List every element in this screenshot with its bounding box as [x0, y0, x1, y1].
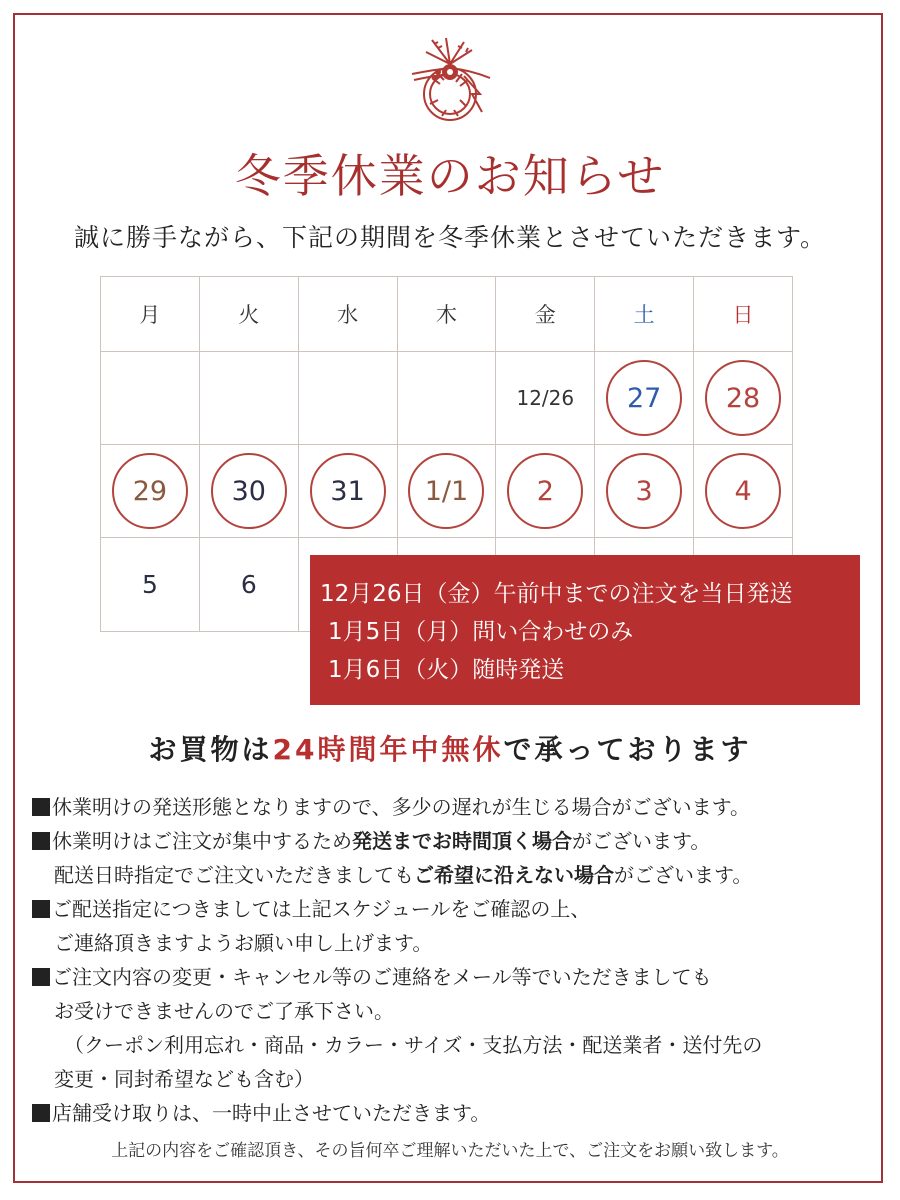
holiday-date-circle: 1/1 [408, 453, 484, 529]
headline-pre: お買物は [148, 733, 273, 766]
calendar-cell [397, 445, 496, 538]
date-6: 6 [240, 570, 257, 599]
calendar-cell [595, 352, 694, 445]
page-subtitle: 誠に勝手ながら、下記の期間を冬季休業とさせていただきます。 [73, 223, 826, 252]
holiday-date-circle: 28 [705, 360, 781, 436]
shipping-notice-box [310, 555, 860, 705]
weekday-header-row [101, 277, 793, 352]
list-item-continued: 変更・同封希望なども含む） [54, 1067, 314, 1091]
holiday-date-circle: 29 [112, 453, 188, 529]
holiday-date-circle: 27 [606, 360, 682, 436]
calendar-cell [496, 352, 595, 445]
calendar-cell [496, 445, 595, 538]
weekday-fri: 金 [496, 277, 595, 352]
square-bullet-icon [32, 900, 50, 918]
weekday-thu: 木 [397, 277, 496, 352]
weekday-tue: 火 [199, 277, 298, 352]
holiday-date-circle: 30 [211, 453, 287, 529]
calendar-cell [101, 538, 200, 632]
list-item: ご配送指定につきましては上記スケジュールをご確認の上、 [32, 892, 877, 926]
date-5: 5 [141, 570, 158, 599]
calendar-cell [101, 352, 200, 445]
list-item-continued: ご連絡頂きますようお願い申し上げます。 [54, 931, 433, 955]
calendar-week-row [101, 352, 793, 445]
notes-list [32, 790, 877, 1130]
notice-line: 1月6日（火）随時発送 [328, 657, 565, 683]
square-bullet-icon [32, 798, 50, 816]
page-title: 冬季休業のお知らせ [234, 149, 666, 203]
list-item-continued: （クーポン利用忘れ・商品・カラー・サイズ・支払方法・配送業者・送付先の [64, 1033, 763, 1057]
calendar-cell [199, 445, 298, 538]
list-item: 休業明けの発送形態となりますので、多少の遅れが生じる場合がございます。 [32, 790, 877, 824]
list-item-continued: お受けできませんのでご了承下さい。 [54, 999, 394, 1023]
holiday-date-circle: 31 [310, 453, 386, 529]
square-bullet-icon [32, 1104, 50, 1122]
weekday-mon: 月 [101, 277, 200, 352]
notice-line: 12月26日（金）午前中までの注文を当日発送 [320, 581, 793, 607]
list-item-continued: 配送日時指定でご注文いただきましてもご希望に沿えない場合がございます。 [54, 863, 753, 887]
calendar-cell [694, 352, 793, 445]
list-item: ご注文内容の変更・キャンセル等のご連絡をメール等でいただきましても [32, 960, 877, 994]
footer-note: 上記の内容をご確認頂き、その旨何卒ご理解いただいた上で、ご注文をお願い致します。 [111, 1141, 789, 1161]
headline-highlight: 24時間年中無休 [272, 733, 504, 766]
calendar-cell [595, 445, 694, 538]
calendar-week-row [101, 445, 793, 538]
open-24h-headline [0, 728, 900, 768]
calendar-cell [298, 352, 397, 445]
calendar-cell [397, 352, 496, 445]
headline-post: で承っております [503, 733, 752, 766]
calendar-cell [199, 352, 298, 445]
notice-line: 1月5日（月）問い合わせのみ [328, 619, 634, 645]
weekday-wed: 水 [298, 277, 397, 352]
calendar-cell [199, 538, 298, 632]
holiday-date-circle: 2 [507, 453, 583, 529]
calendar-cell [298, 445, 397, 538]
square-bullet-icon [32, 968, 50, 986]
square-bullet-icon [32, 832, 50, 850]
calendar-cell [101, 445, 200, 538]
list-item: 店舗受け取りは、一時中止させていただきます。 [32, 1096, 877, 1130]
weekday-sat: 土 [595, 277, 694, 352]
holiday-date-circle: 3 [606, 453, 682, 529]
date-12-26: 12/26 [516, 385, 575, 410]
holiday-date-circle: 4 [705, 453, 781, 529]
calendar-cell [694, 445, 793, 538]
list-item: 休業明けはご注文が集中するため発送までお時間頂く場合がございます。 [32, 824, 877, 858]
shimenawa-wreath-icon [402, 34, 498, 130]
weekday-sun: 日 [694, 277, 793, 352]
